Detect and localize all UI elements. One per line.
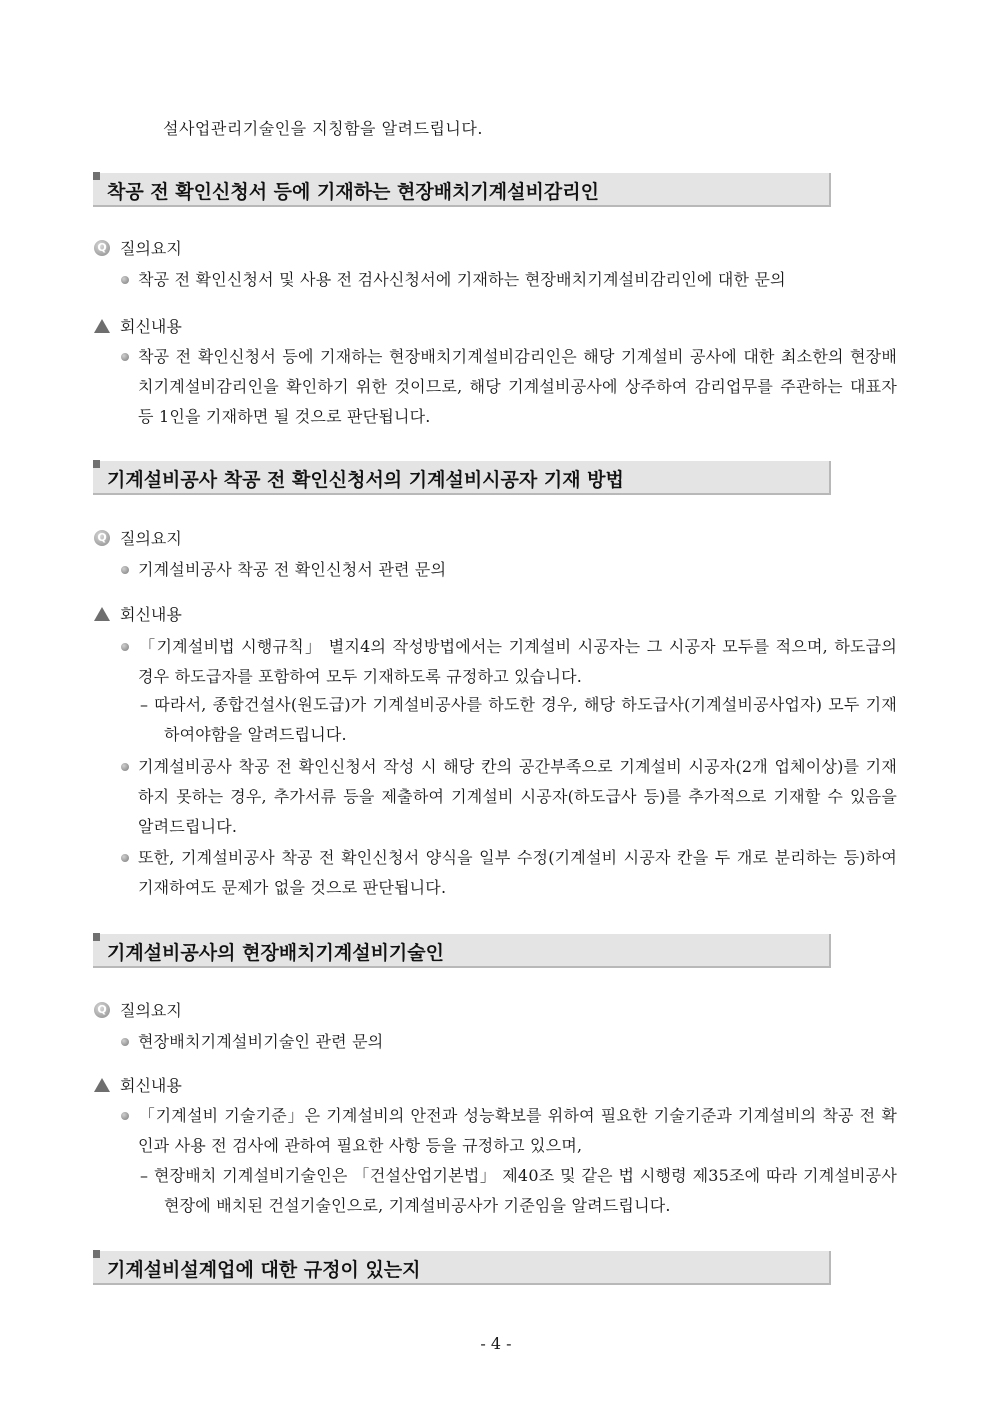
bullet-dot-icon	[121, 353, 129, 361]
reply-item: 「기계설비법 시행규칙」 별지4의 작성방법에서는 기계설비 시공자는 그 시공자 모두를 적으며, 하도급의 경우 하도급자를 포함하여 모두 기재하도록 규정하고 있습니다.	[121, 632, 897, 692]
reply-label: 회신내용	[94, 1073, 182, 1096]
query-label: Q 질의요지	[94, 236, 182, 259]
query-label: Q 질의요지	[94, 526, 182, 549]
section-title: 착공 전 확인신청서 등에 기재하는 현장배치기계설비감리인	[107, 181, 599, 203]
bullet-dot-icon	[121, 854, 129, 862]
q-circle-icon: Q	[94, 1002, 110, 1018]
triangle-icon	[94, 1078, 110, 1092]
section-heading-2	[93, 461, 831, 497]
reply-item: 착공 전 확인신청서 등에 기재하는 현장배치기계설비감리인은 해당 기계설비 공사에 대한 최소한의 현장배치기계설비감리인을 확인하기 위한 것이므로, 해당 기계설비공사에 상주하여 감리업무를 주관하는 대표자 등 1인을 기재하면 될 것으로 판단됩니다.	[121, 342, 897, 432]
q-circle-icon: Q	[94, 240, 110, 256]
section-heading-1	[93, 173, 831, 209]
bullet-dot-icon	[121, 1112, 129, 1120]
reply-label: 회신내용	[94, 602, 182, 625]
intro-text: 설사업관리기술인을 지칭함을 알려드립니다.	[163, 119, 483, 138]
query-label: Q 질의요지	[94, 998, 182, 1021]
query-item: 기계설비공사 착공 전 확인신청서 관련 문의	[121, 555, 897, 585]
query-item: 착공 전 확인신청서 및 사용 전 검사신청서에 기재하는 현장배치기계설비감리인에 대한 문의	[121, 265, 897, 295]
triangle-icon	[94, 319, 110, 333]
reply-label: 회신내용	[94, 314, 182, 337]
triangle-icon	[94, 607, 110, 621]
reply-item: 「기계설비 기술기준」은 기계설비의 안전과 성능확보를 위하여 필요한 기술기준과 기계설비의 착공 전 확인과 사용 전 검사에 관하여 필요한 사항 등을 규정하고 있으며,	[121, 1101, 897, 1161]
square-bullet-icon	[93, 1250, 100, 1258]
section-title: 기계설비공사 착공 전 확인신청서의 기계설비시공자 기재 방법	[107, 469, 624, 491]
section-title: 기계설비설계업에 대한 규정이 있는지	[107, 1259, 421, 1281]
bullet-dot-icon	[121, 763, 129, 771]
bullet-dot-icon	[121, 1038, 129, 1046]
section-title: 기계설비공사의 현장배치기계설비기술인	[107, 942, 444, 964]
reply-item: 기계설비공사 착공 전 확인신청서 작성 시 해당 칸의 공간부족으로 기계설비 시공자(2개 업체이상)를 기재하지 못하는 경우, 추가서류 등을 제출하여 기계설비 시공자(하도급사 등)를 추가적으로 기재할 수 있음을 알려드립니다.	[121, 752, 897, 842]
bullet-dot-icon	[121, 276, 129, 284]
reply-subitem: – 따라서, 종합건설사(원도급)가 기계설비공사를 하도한 경우, 해당 하도급사(기계설비공사업자) 모두 기재하여야함을 알려드립니다.	[140, 695, 897, 744]
q-circle-icon: Q	[94, 530, 110, 546]
bullet-dot-icon	[121, 566, 129, 574]
section-heading-4	[93, 1251, 831, 1287]
square-bullet-icon	[93, 933, 100, 941]
reply-item: 또한, 기계설비공사 착공 전 확인신청서 양식을 일부 수정(기계설비 시공자 칸을 두 개로 분리하는 등)하여 기재하여도 문제가 없을 것으로 판단됩니다.	[121, 843, 897, 903]
page-number: - 4 -	[480, 1334, 512, 1353]
square-bullet-icon	[93, 460, 100, 468]
bullet-dot-icon	[121, 643, 129, 651]
reply-subitem: – 현장배치 기계설비기술인은 「건설산업기본법」 제40조 및 같은 법 시행령 제35조에 따라 기계설비공사 현장에 배치된 건설기술인으로, 기계설비공사가 기준임을 알려드립니다.	[140, 1166, 897, 1215]
square-bullet-icon	[93, 172, 100, 180]
section-heading-3	[93, 934, 831, 970]
query-item: 현장배치기계설비기술인 관련 문의	[121, 1027, 897, 1057]
